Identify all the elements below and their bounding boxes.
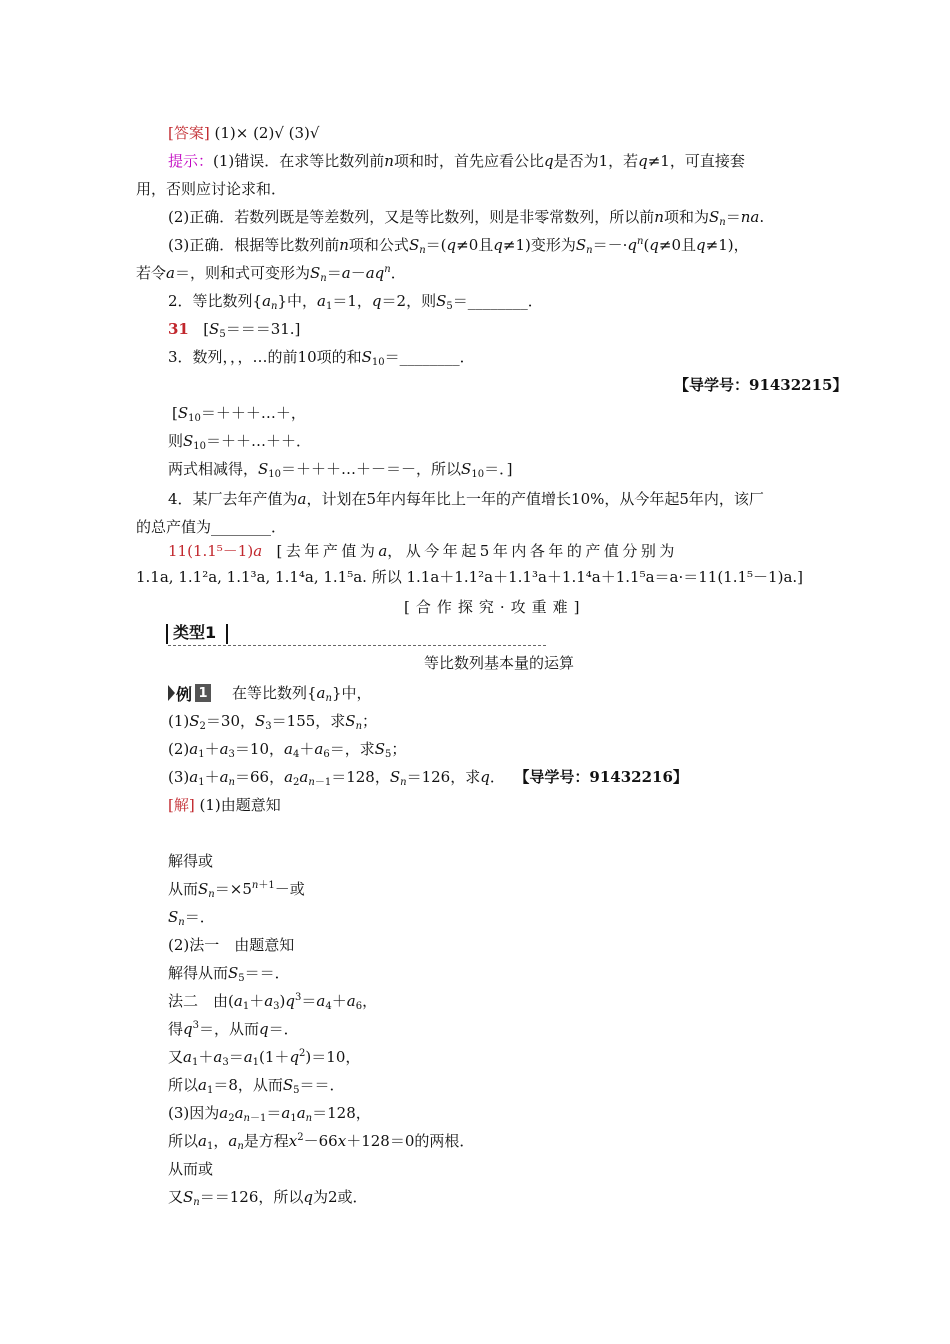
question-4-line-2: 的总产值为________． (136, 518, 287, 536)
hint-line-3: (2)正确．若数列既是等差数列，又是等比数列，则是非零常数列，所以前n项和为$S_n=na$. (168, 208, 765, 228)
question-3-ref: 【导学号：91432215】 (674, 376, 848, 394)
example-item-3: $(3)a_1+a_n=66$，$a_2a_{n-1}=128$，$S_n=126$，求q． 【导学号：91432216】 (168, 768, 688, 788)
type-divider (168, 645, 546, 646)
question-3-solution-2: 则$S_{10}=++\dots++$． (168, 432, 312, 452)
solution-line-11: (3)因为$a_2a_{n-1}=a_1a_n=128$， (168, 1104, 371, 1124)
hint-line-2: 用，否则应讨论求和． (136, 180, 287, 198)
question-4-solution: 1.1a, 1.1²a, 1.1³a, 1.1⁴a, 1.1⁵a. 所以 1.1a＋1.1²a＋1.1³a＋1.1⁴a＋1.1⁵a＝a·＝11(1.1⁵－1)a.] (136, 568, 804, 586)
solution-line-2: 解得或 (168, 852, 214, 870)
example-item-2: $(2)a_1+a_3=10$，$a_4+a_6=$，求$S_5$； (168, 740, 407, 760)
question-2: 2．等比数列$\{a_n\}$中，$a_1=1$，q＝2，则$S_5=\_\_\_\_\_\_\_\_$． (168, 292, 543, 312)
answer-tag: [答案] (168, 124, 210, 142)
example-ref: 【导学号：91432216】 (514, 768, 688, 786)
type-bar-left (166, 624, 168, 644)
solution-line-3: 从而$S_n=\times 5^{n+1}-$或 (168, 880, 305, 900)
question-3-solution-3: 两式相减得，$S_{10}=+++\dots+-=-$，所以$S_{10}=$．] (168, 460, 513, 480)
solution-tag: [解] (168, 796, 195, 814)
answer-marks: (1)× (2)√ (3)√ (209, 124, 320, 142)
solution-line-10: 所以$a_1=8$，从而$S_5==$． (168, 1076, 345, 1096)
solution-line-6: 解得从而$S_5==$． (168, 964, 290, 984)
question-2-answer-value: 31 (168, 320, 189, 338)
solution-line-14: 又$S_n==126$，所以q为2或． (168, 1188, 368, 1208)
solution-line-4: $S_n=$． (168, 908, 215, 928)
example-item-1: $(1)S_2=30$，$S_3=155$，求$S_n$； (168, 712, 378, 732)
question-4-answer-value: 11(1.1⁵－1) (168, 542, 254, 560)
solution-line-1: [解] (1)由题意知 (168, 796, 281, 814)
solution-line-13: 从而或 (168, 1160, 214, 1178)
example-intro: 在等比数列$\{a_n\}$中， (232, 684, 372, 704)
solution-line-8: 得$q^3=$，从而q＝． (168, 1020, 299, 1038)
example-badge: 例 1 (168, 683, 211, 703)
question-2-answer: 31 $[S_5===31.]$ (168, 320, 301, 340)
section-title: [合作探究·攻重难] (404, 598, 586, 616)
hint-line-5: 若令a＝，则和式可变形为$S_n=a-aq^n$． (136, 264, 406, 284)
question-3-solution-1: [$S_{10}=+++\dots+$， (172, 404, 306, 424)
hint-tag: 提示： (168, 152, 214, 170)
question-3: 3．数列，，，…的前10项的和$S_{10}=\_\_\_\_\_\_\_\_$． (168, 348, 475, 368)
hint-line-4: (3)正确．根据等比数列前n项和公式$S_n=(q\ne 0$且q≠1)变形为$S_n=-\cdot q^n(q\ne 0$且q≠1)， (168, 236, 749, 256)
solution-line-9: 又$a_1+a_3=a_1(1+q^2)=10$， (168, 1048, 361, 1068)
solution-line-7: 法二 由$(a_1+a_3)q^3=a_4+a_6$， (168, 992, 378, 1012)
question-4: 4．某厂去年产值为a，计划在5年内每年比上一年的产值增长10%，从今年起5年内，该厂 (168, 490, 764, 508)
answer-line (0, 122, 950, 144)
type-label: 类型1 (173, 623, 217, 642)
hint-line-1: 提示：(1)错误．在求等比数列前n项和时，首先应看公比q是否为1，若q≠1，可直接套 (168, 152, 745, 170)
solution-line-5: (2)法一 由题意知 (168, 936, 295, 954)
solution-line-12: 所以$a_1$，$a_n$是方程$x^2-66x+128=0$的两根． (168, 1132, 475, 1152)
type-bar-right (226, 624, 228, 644)
section-subtitle: 等比数列基本量的运算 (424, 654, 575, 672)
question-4-answer: 11(1.1⁵－1)a [去年产值为a，从今年起5年内各年的产值分别为 (168, 542, 678, 560)
